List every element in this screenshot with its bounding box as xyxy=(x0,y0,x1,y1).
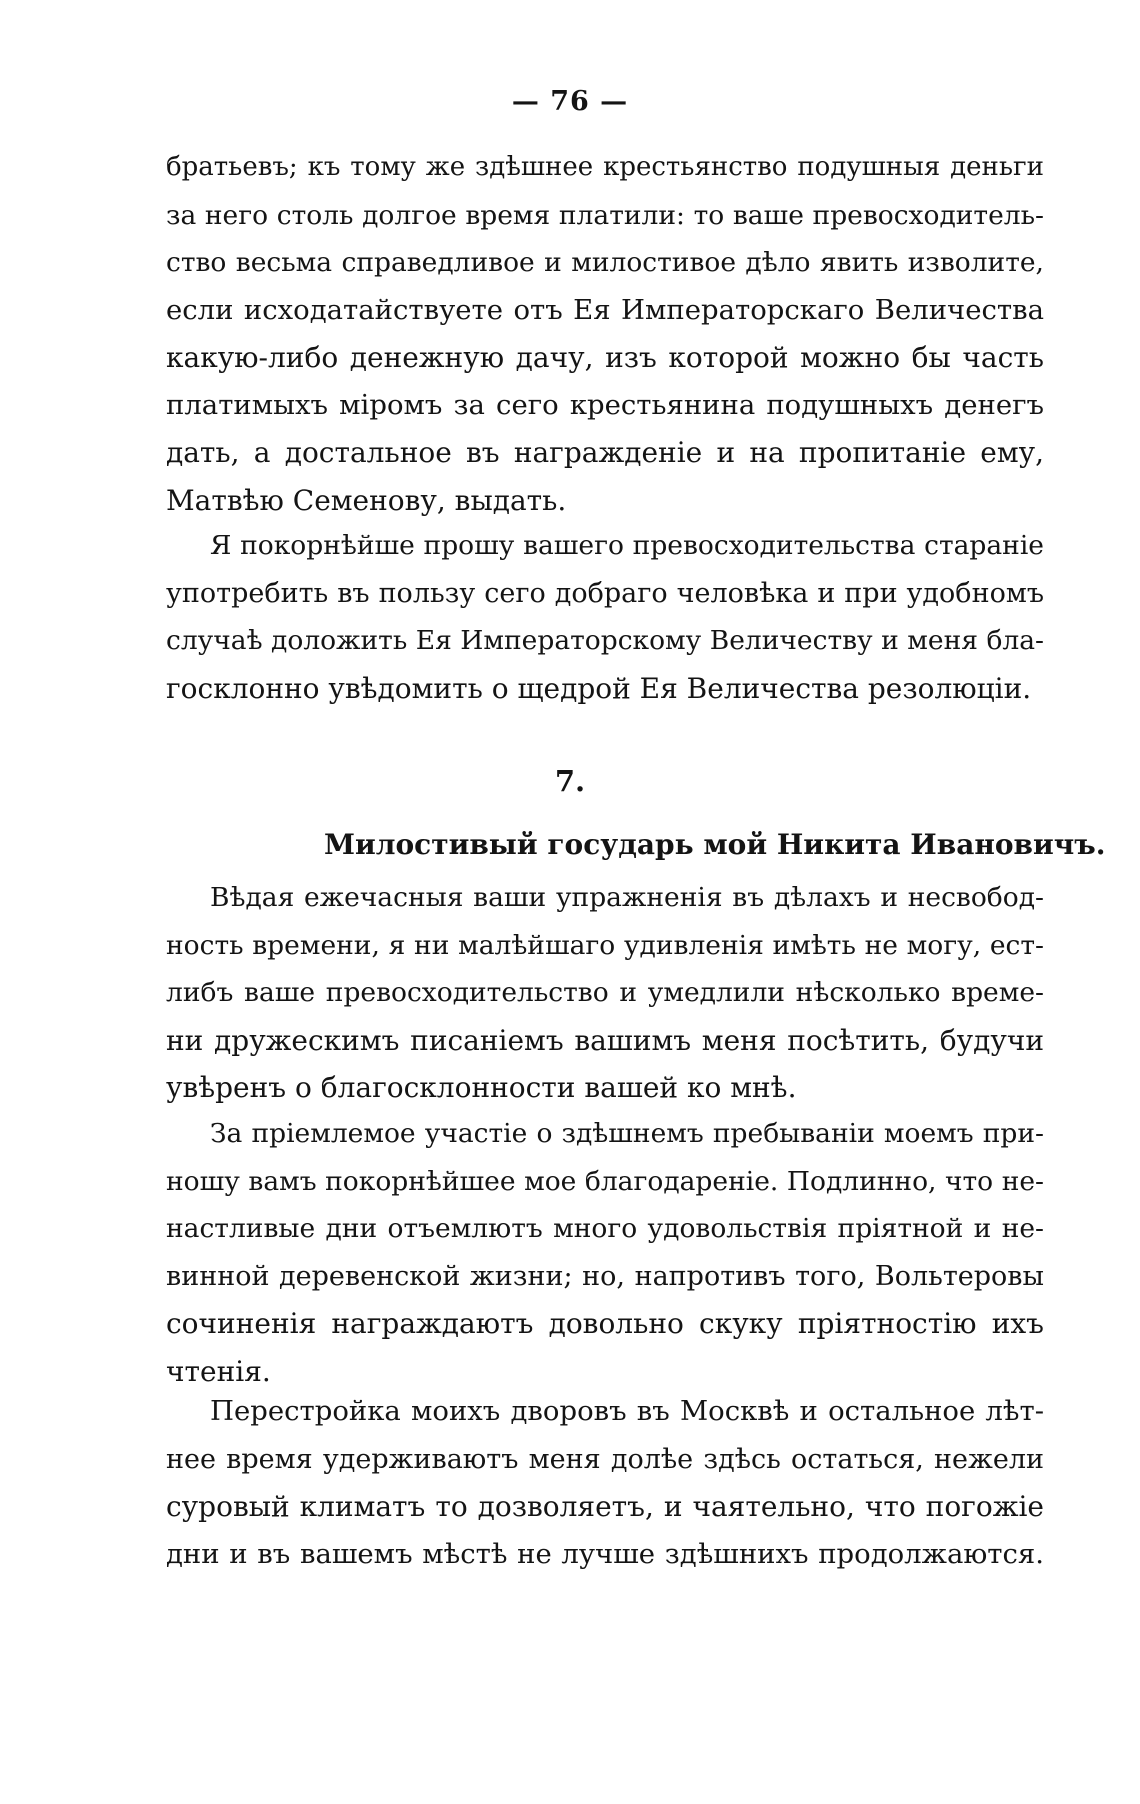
text-line: случаѣ доложить Ея Императорскому Величеству и меня бла- xyxy=(166,625,1044,656)
text-line: настливые дни отъемлютъ много удовольствія пріятной и не- xyxy=(166,1213,1044,1244)
text-line: Вѣдая ежечасныя ваши упражненія въ дѣлахъ и несвобод- xyxy=(210,882,1044,913)
text-line: дни и въ вашемъ мѣстѣ не лучше здѣшнихъ продолжаются. xyxy=(166,1537,1044,1570)
text-line: употребить въ пользу сего добраго человѣка и при удобномъ xyxy=(166,577,1044,609)
text-line: ни дружескимъ писаніемъ вашимъ меня посѣтить, будучи xyxy=(166,1023,1044,1057)
text-line: Матвѣю Семенову, выдать. xyxy=(166,483,567,517)
text-line: Я покорнѣйше прошу вашего превосходительства стараніе xyxy=(210,530,1044,561)
text-line: братьевъ; къ тому же здѣшнее крестьянство подушныя деньги xyxy=(166,152,1044,182)
text-line: дать, а достальное въ награжденіе и на пропитаніе ему, xyxy=(166,436,1044,469)
letter-salutation: Милостивый государь мой Никита Ивановичъ. xyxy=(324,828,1106,861)
text-line: нее время удерживаютъ меня долѣе здѣсь остаться, нежели xyxy=(166,1443,1044,1475)
text-line: какую-либо денежную дачу, изъ которой можно бы часть xyxy=(166,341,1044,374)
paragraph-request xyxy=(166,522,1044,712)
text-line: сочиненія награждаютъ довольно скуку пріятностію ихъ xyxy=(166,1307,1044,1340)
text-line: либъ ваше превосходительство и умедлили нѣсколько време- xyxy=(166,977,1044,1008)
paragraph-letter-opening xyxy=(166,874,1044,1112)
text-line: винной деревенской жизни; но, напротивъ того, Вольтеровы xyxy=(166,1260,1044,1292)
text-line: увѣренъ о благосклонности вашей ко мнѣ. xyxy=(166,1071,797,1104)
text-line: ношу вамъ покорнѣйшее мое благодареніе. Подлинно, что не- xyxy=(166,1165,1044,1197)
text-line: ность времени, я ни малѣйшаго удивленія имѣть не могу, ест- xyxy=(166,929,1044,961)
page-number: — 76 — xyxy=(511,86,629,117)
paragraph-continuation xyxy=(166,144,1044,524)
text-line: чтенія. xyxy=(166,1354,271,1388)
section-number: 7. xyxy=(554,764,586,798)
text-line: платимыхъ міромъ за сего крестьянина подушныхъ денегъ xyxy=(166,388,1044,421)
paragraph-gratitude xyxy=(166,1110,1044,1395)
text-line: госклонно увѣдомить о щедрой Ея Величества резолюціи. xyxy=(166,671,1032,705)
paragraph-moscow xyxy=(166,1388,1044,1578)
text-line: за него столь долгое время платили: то ваше превосходитель- xyxy=(166,199,1044,231)
text-line: За пріемлемое участіе о здѣшнемъ пребываніи моемъ при- xyxy=(210,1118,1044,1149)
text-line: ство весьма справедливое и милостивое дѣло явить изволите, xyxy=(166,247,1044,278)
text-line: суровый климатъ то дозволяетъ, и чаятельно, что погожіе xyxy=(166,1490,1044,1523)
text-line: Перестройка моихъ дворовъ въ Москвѣ и остальное лѣт- xyxy=(210,1395,1044,1427)
text-line: если исходатайствуете отъ Ея Императорскаго Величества xyxy=(166,293,1044,326)
